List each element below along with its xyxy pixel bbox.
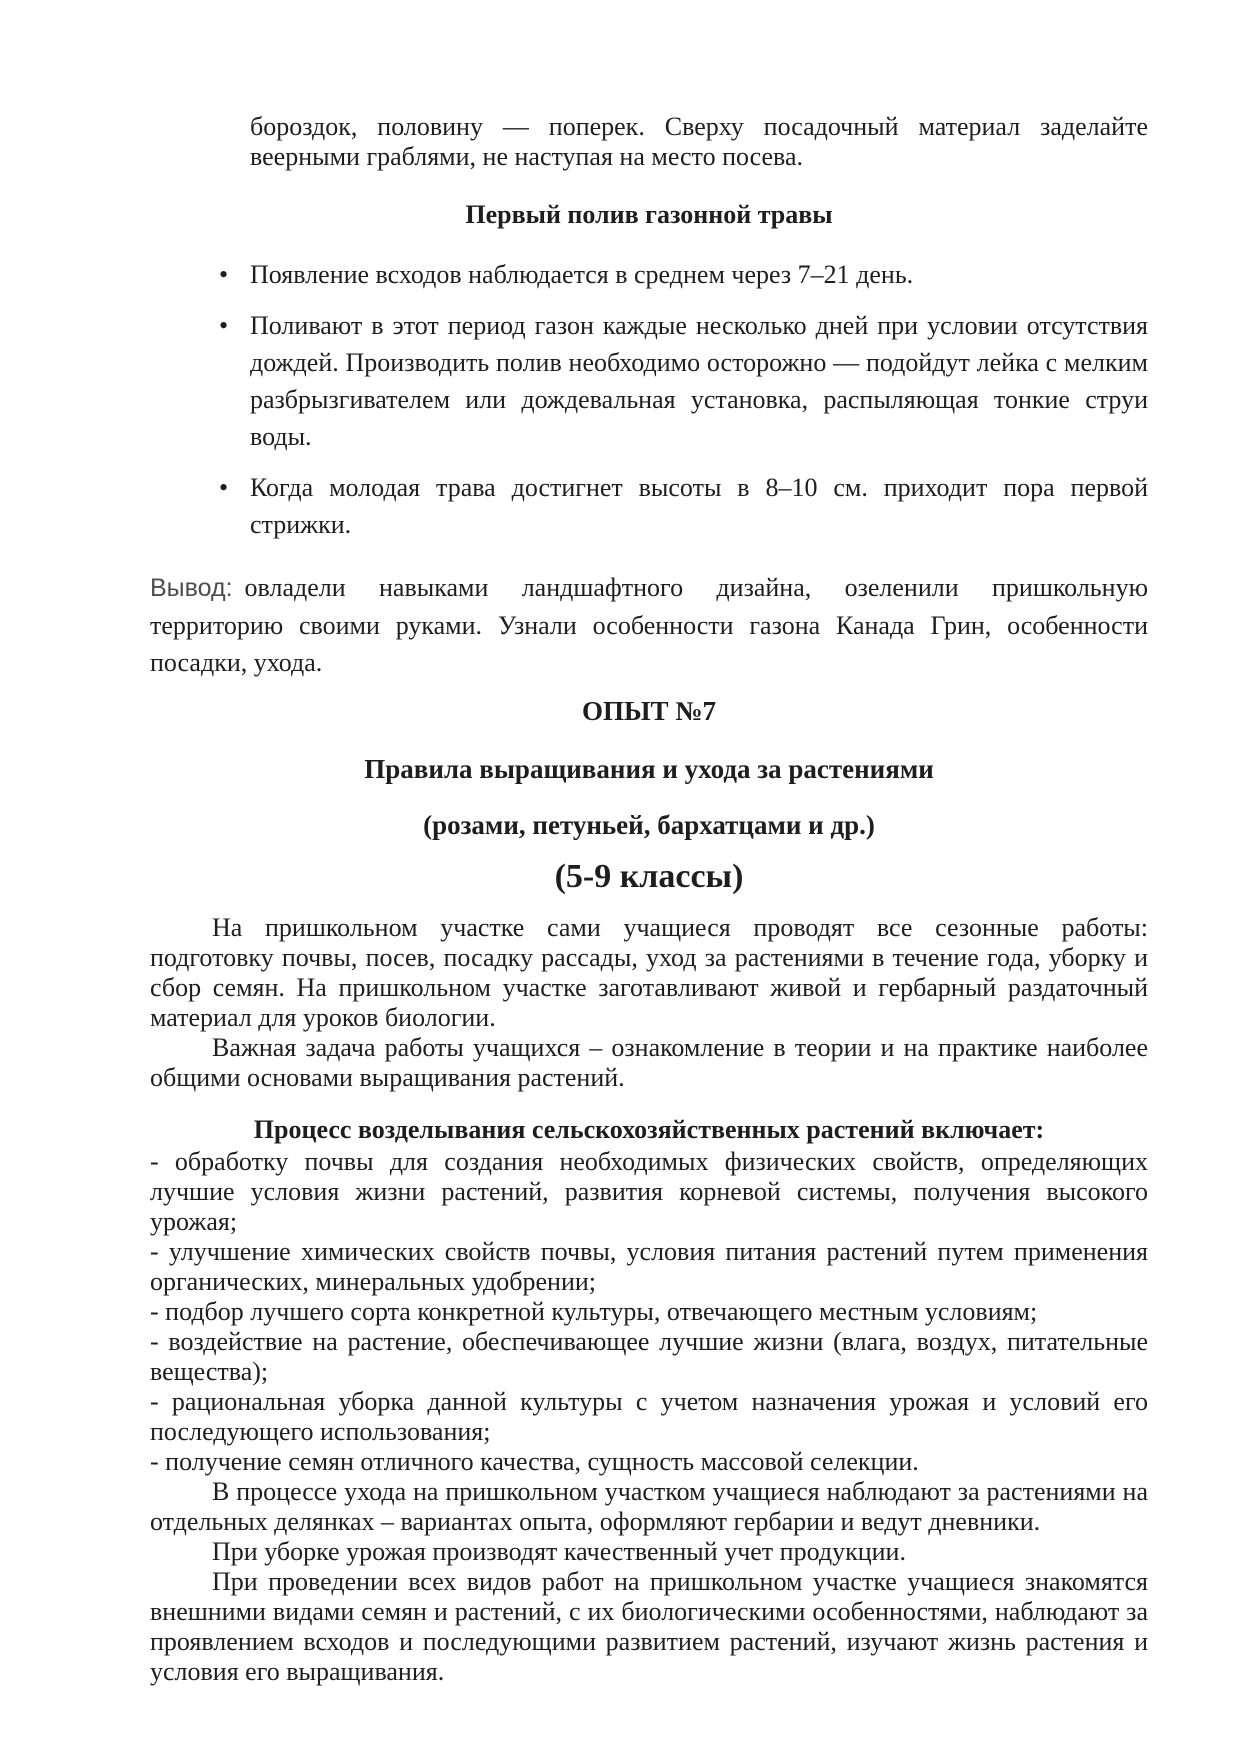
closing-paragraph: При проведении всех видов работ на пришкольном участке учащиеся знакомятся внешними видами семян и растений, с их биологическими особенностями, наблюдают за проявлением всходов и последующими развитием растений, изучают жизнь растения и условия его выращивания. xyxy=(150,1567,1148,1686)
bullet-list xyxy=(150,256,1148,543)
process-item: - подбор лучшего сорта конкретной культуры, отвечающего местным условиям; xyxy=(150,1297,1038,1326)
list-item xyxy=(150,256,1148,293)
process-heading: Процесс возделывания сельскохозяйственных растений включает: xyxy=(253,1115,1045,1144)
experiment-subtitle: Правила выращивания и ухода за растениями xyxy=(364,754,934,784)
process-item: - получение семян отличного качества, сущность массовой селекции. xyxy=(150,1447,919,1476)
conclusion-paragraph xyxy=(150,569,1148,681)
section-heading-first-watering: Первый полив газонной травы xyxy=(465,200,833,229)
experiment-title: ОПЫТ №7 xyxy=(582,696,716,726)
bullet-text: Поливают в этот период газон каждые несколько дней при условии отсутствия дождей. Производить полив необходимо осторожно — подойдут лейка с мелким разбрызгивателем или дождевальная установка, распыляющая тонкие струи воды. xyxy=(250,311,1148,451)
bullet-icon: • xyxy=(219,473,229,502)
grades-heading: (5-9 классы) xyxy=(554,858,744,895)
process-item: - обработку почвы для создания необходимых физических свойств, определяющих лучшие условия жизни растений, развития корневой системы, получения высокого урожая; xyxy=(150,1147,1148,1236)
list-item xyxy=(150,469,1148,543)
bullet-text: Появление всходов наблюдается в среднем через 7–21 день. xyxy=(250,260,914,289)
bullet-text: Когда молодая трава достигнет высоты в 8–10 см. приходит пора первой стрижки. xyxy=(250,473,1148,539)
experiment-subtitle-plants: (розами, петуньей, бархатцами и др.) xyxy=(423,810,875,840)
bullet-icon: • xyxy=(219,311,229,340)
list-item xyxy=(150,307,1148,455)
closing-paragraph: При уборке урожая производят качественный учет продукции. xyxy=(212,1537,906,1566)
closing-paragraph: В процессе ухода на пришкольном участком учащиеся наблюдают за растениями на отдельных делянках – вариантах опыта, оформляют гербарии и ведут дневники. xyxy=(150,1477,1148,1536)
process-item: - улучшение химических свойств почвы, условия питания растений путем применения органических, минеральных удобрении; xyxy=(150,1237,1148,1296)
process-item: - воздействие на растение, обеспечивающее лучшие жизни (влага, воздух, питательные вещества); xyxy=(150,1327,1148,1386)
intro-paragraph: бороздок, половину — поперек. Сверху посадочный материал заделайте веерными граблями, не наступая на место посева. xyxy=(250,112,1148,171)
conclusion-text: овладели навыками ландшафтного дизайна, озеленили пришкольную территорию своими руками. Узнали особенности газона Канада Грин, особенности посадки, ухода. xyxy=(150,573,1148,677)
bullet-icon: • xyxy=(219,260,229,289)
conclusion-label: Вывод: xyxy=(150,574,233,602)
process-item: - рациональная уборка данной культуры с учетом назначения урожая и условий его последующего использования; xyxy=(150,1387,1148,1446)
body-paragraph: Важная задача работы учащихся – ознакомление в теории и на практике наиболее общими основами выращивания растений. xyxy=(150,1033,1148,1092)
body-paragraph: На пришкольном участке сами учащиеся проводят все сезонные работы: подготовку почвы, посев, посадку рассады, уход за растениями в течение года, уборку и сбор семян. На пришкольном участке заготавливают живой и гербарный раздаточный материал для уроков биологии. xyxy=(150,913,1148,1032)
